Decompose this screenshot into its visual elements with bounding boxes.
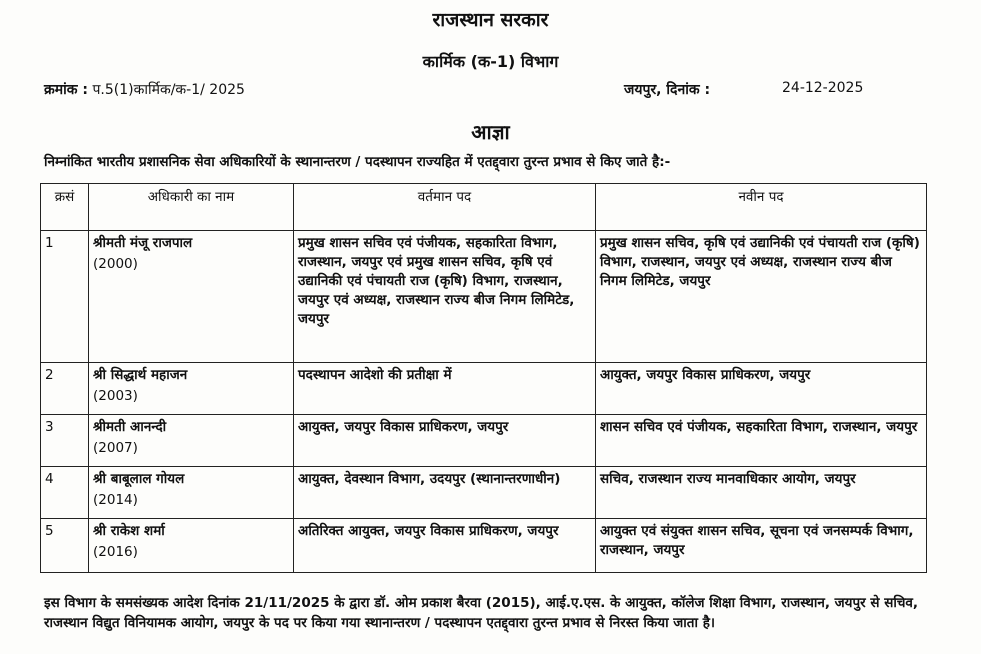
row-sn: 4 [41,467,89,519]
officer-cell [89,519,294,573]
order-date: 24-12-2025 [782,80,864,96]
officer-name: श्रीमती मंजू राजपाल [93,235,193,251]
reference-label: क्रमांक : [44,82,88,98]
officer-batch: (2014) [93,492,138,508]
department-heading: कार्मिक (क-1) विभाग [422,52,559,71]
new-post: सचिव, राजस्थान राज्य मानवाधिकार आयोग, जयपुर [596,467,927,519]
row-sn: 5 [41,519,89,573]
place-label: जयपुर, दिनांक : [624,82,711,98]
column-header-sn: क्रसं [41,184,89,231]
new-post: प्रमुख शासन सचिव, कृषि एवं उद्यानिकी एवं पंचायती राज (कृषि) विभाग, राजस्थान, जयपुर एवं अध्यक्ष, राजस्थान राज्य बीज निगम लिमिटेड, जयपुर [596,231,927,363]
officer-batch: (2007) [93,440,138,456]
table-row [41,519,927,573]
table-header-row [41,184,927,231]
current-post: प्रमुख शासन सचिव एवं पंजीयक, सहकारिता विभाग, राजस्थान, जयपुर एवं प्रमुख शासन सचिव, कृषि एवं उद्यानिकी एवं पंचायती राज (कृषि) विभाग, राजस्थान, जयपुर एवं अध्यक्ष, राजस्थान राज्य बीज निगम लिमिटेड, जयपुर [294,231,596,363]
officer-cell [89,415,294,467]
officer-name: श्रीमती आनन्दी [93,419,167,435]
new-post: आयुक्त एवं संयुक्त शासन सचिव, सूचना एवं जनसम्पर्क विभाग, राजस्थान, जयपुर [596,519,927,573]
new-post: आयुक्त, जयपुर विकास प्राधिकरण, जयपुर [596,363,927,415]
column-header-current-post: वर्तमान पद [294,184,596,231]
column-header-name: अधिकारी का नाम [89,184,294,231]
table-row [41,231,927,363]
officer-cell [89,231,294,363]
place-date-label [624,80,710,99]
officer-name: श्री बाबूलाल गोयल [93,471,185,487]
officer-cell [89,467,294,519]
officer-name: श्री राकेश शर्मा [93,523,165,539]
reference-line [44,80,245,99]
current-post: पदस्थापन आदेशो की प्रतीक्षा में [294,363,596,415]
officer-batch: (2016) [93,544,138,560]
order-title: आज्ञा [471,120,510,144]
column-header-new-post: नवीन पद [596,184,927,231]
government-heading: राजस्थान सरकार [432,9,549,31]
current-post: आयुक्त, देवस्थान विभाग, उदयपुर (स्थानान्तरणाधीन) [294,467,596,519]
table-row [41,415,927,467]
intro-text: निम्नांकित भारतीय प्रशासनिक सेवा अधिकारियों के स्थानान्तरण / पदस्थापन राज्यहित में एतद्द्वारा तुरन्त प्रभाव से किए जाते है:- [44,154,671,170]
officer-cell [89,363,294,415]
reference-number: प.5(1)कार्मिक/क-1/ 2025 [92,82,245,98]
officer-name: श्री सिद्धार्थ महाजन [93,367,188,383]
row-sn: 3 [41,415,89,467]
new-post: शासन सचिव एवं पंजीयक, सहकारिता विभाग, राजस्थान, जयपुर [596,415,927,467]
row-sn: 2 [41,363,89,415]
officer-batch: (2003) [93,388,138,404]
current-post: आयुक्त, जयपुर विकास प्राधिकरण, जयपुर [294,415,596,467]
officer-batch: (2000) [93,256,138,272]
table-row [41,363,927,415]
table-row [41,467,927,519]
transfer-table [40,183,927,573]
cancellation-note: इस विभाग के समसंख्यक आदेश दिनांक 21/11/2025 के द्वारा डॉ. ओम प्रकाश बैरवा (2015), आई.ए.एस. के आयुक्त, कॉलेज शिक्षा विभाग, राजस्थान, जयपुर से सचिव, राजस्थान विद्युत विनियामक आयोग, जयपुर के पद पर किया गया स्थानान्तरण / पदस्थापन एतद्द्वारा तुरन्त प्रभाव से निरस्त किया जाता है। [44,595,919,631]
row-sn: 1 [41,231,89,363]
current-post: अतिरिक्त आयुक्त, जयपुर विकास प्राधिकरण, जयपुर [294,519,596,573]
